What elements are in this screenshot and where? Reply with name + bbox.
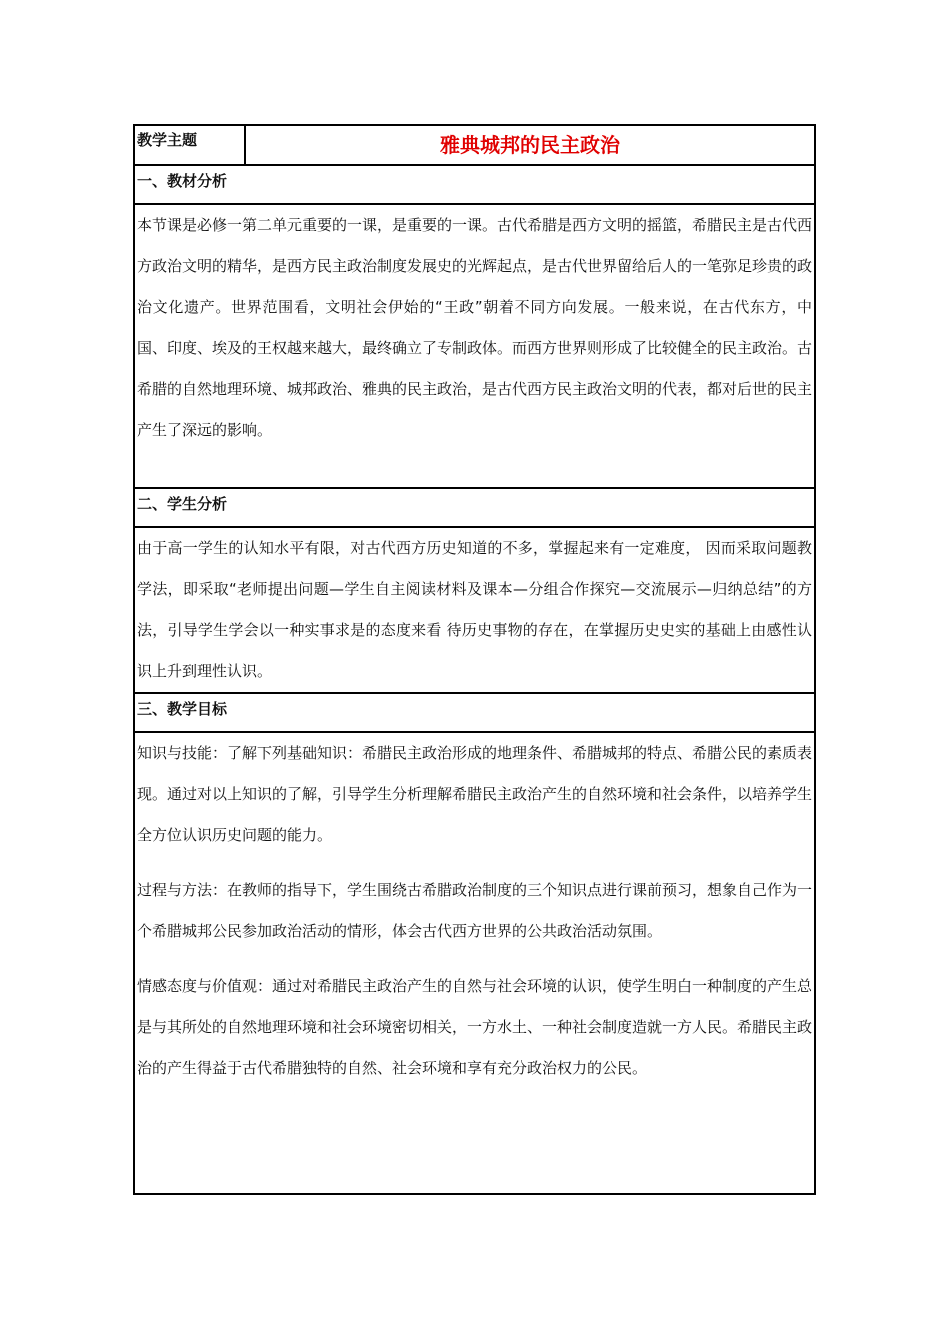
section-heading-textbook-analysis: 一、教材分析 [134,165,815,204]
paragraph-emotion-values: 情感态度与价值观：通过对希腊民主政治产生的自然与社会环境的认识，使学生明白一种制度的产生总是与其所处的自然地理环境和社会环境密切相关，一方水土、一种社会制度造就一方人民。希腊民主政治的产生得益于古代希腊独特的自然、社会环境和享有充分政治权力的公民。 [137,977,813,1077]
header-row [134,125,815,165]
section-heading-row [134,488,815,527]
section-body-row [134,204,815,488]
section-body-student-analysis [134,527,815,693]
section-body-textbook-analysis [134,204,815,488]
section-heading-teaching-objectives: 三、教学目标 [134,693,815,732]
lesson-title: 雅典城邦的民主政治 [245,125,815,165]
topic-label: 教学主题 [134,125,245,165]
paragraph: 由于高一学生的认知水平有限，对古代西方历史知道的不多，掌握起来有一定难度， 因而采取问题教学法，即采取“老师提出问题—学生自主阅读材料及课本—分组合作探究—交流展示—归纳总结”的方法，引导学生学会以一种实事求是的态度来看 待历史事物的存在，在掌握历史史实的基础上由感性认识上升到理性认识。 [137,539,812,680]
paragraph-knowledge-skills: 知识与技能：了解下列基础知识：希腊民主政治形成的地理条件、希腊城邦的特点、希腊公民的素质表现。通过对以上知识的了解，引导学生分析理解希腊民主政治产生的自然环境和社会条件，以培养学生全方位认识历史问题的能力。 [137,744,813,844]
lesson-plan-table [133,124,816,1195]
section-body-row [134,527,815,693]
section-body-row [134,732,815,1194]
section-heading-student-analysis: 二、学生分析 [134,488,815,527]
section-heading-row [134,693,815,732]
section-heading-row [134,165,815,204]
paragraph-process-methods: 过程与方法：在教师的指导下，学生围绕古希腊政治制度的三个知识点进行课前预习，想象自己作为一个希腊城邦公民参加政治活动的情形，体会古代西方世界的公共政治活动氛围。 [137,881,813,940]
section-body-teaching-objectives [134,732,815,1194]
paragraph: 本节课是必修一第二单元重要的一课，是重要的一课。古代希腊是西方文明的摇篮，希腊民主是古代西方政治文明的精华，是西方民主政治制度发展史的光辉起点，是古代世界留给后人的一笔弥足珍贵的政治文化遗产。世界范围看，文明社会伊始的“王政”朝着不同方向发展。一般来说，在古代东方，中国、印度、埃及的王权越来越大，最终确立了专制政体。而西方世界则形成了比较健全的民主政治。古希腊的自然地理环境、城邦政治、雅典的民主政治，是古代西方民主政治文明的代表，都对后世的民主产生了深远的影响。 [137,216,813,439]
